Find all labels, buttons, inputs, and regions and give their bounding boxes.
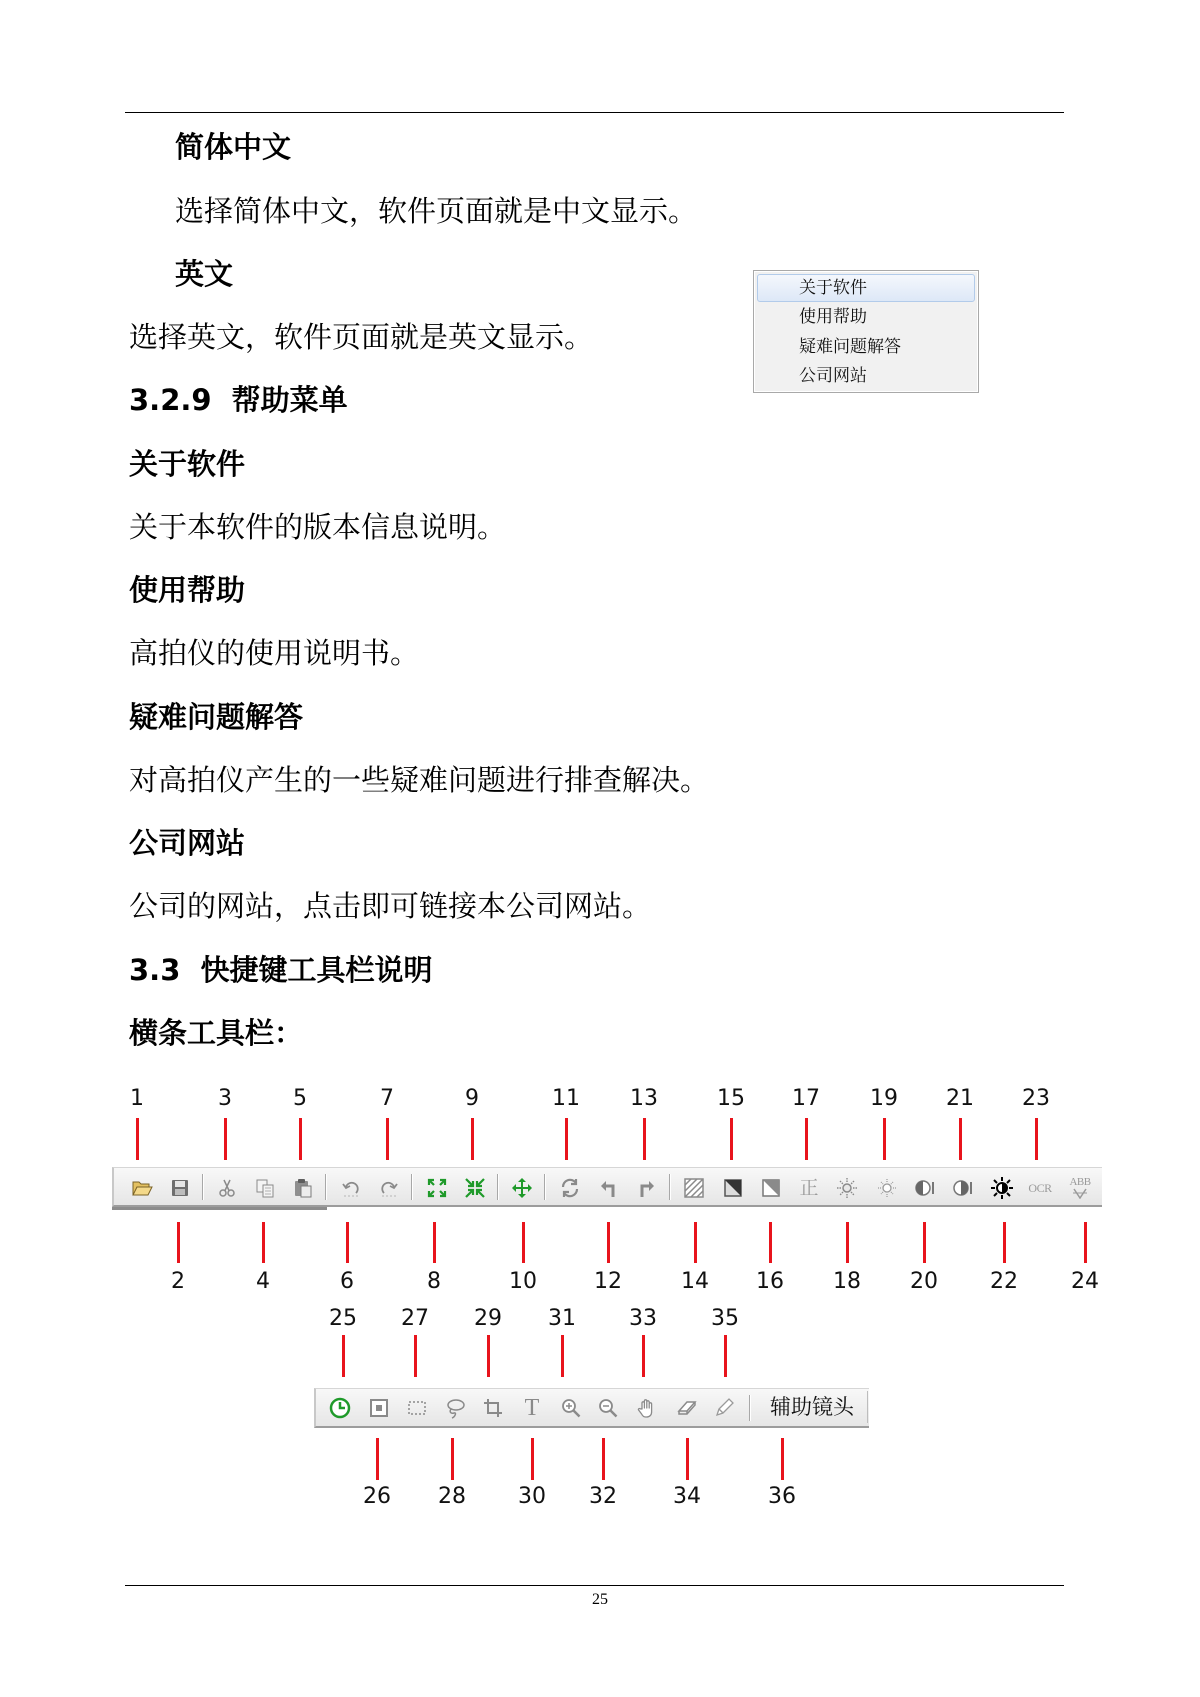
callout-number-32: 32 — [589, 1484, 617, 1509]
callout-line — [959, 1118, 962, 1160]
toolbar-group-underline — [112, 1207, 327, 1210]
callout-line — [846, 1222, 849, 1263]
deskew-icon-glyph: 正 — [799, 1177, 819, 1199]
callout-line — [805, 1118, 808, 1160]
callout-number-12: 12 — [594, 1269, 622, 1294]
tools-toolbar — [314, 1388, 869, 1428]
rotate-icon — [559, 1177, 581, 1199]
faq-description: 对高拍仪产生的一些疑难问题进行排查解决。 — [129, 763, 710, 797]
callout-line — [883, 1118, 886, 1160]
callout-number-16: 16 — [756, 1269, 784, 1294]
callout-line — [414, 1335, 417, 1377]
toolbar-separator — [749, 1395, 751, 1421]
heading-faq: 疑难问题解答 — [129, 700, 304, 734]
toolbar-separator — [325, 1174, 327, 1200]
save-icon — [169, 1177, 191, 1199]
callout-line — [487, 1335, 490, 1377]
light-triangle-icon — [760, 1177, 782, 1199]
callout-line — [386, 1118, 389, 1160]
heading-simplified-chinese: 简体中文 — [175, 130, 292, 164]
callout-line — [781, 1438, 784, 1480]
callout-line — [177, 1222, 180, 1263]
move-icon — [511, 1177, 533, 1199]
copy-icon — [254, 1177, 276, 1199]
ocr-icon-glyph: OCR — [1028, 1181, 1052, 1195]
heading-about-software: 关于软件 — [129, 447, 246, 481]
callout-number-24: 24 — [1071, 1269, 1099, 1294]
about-software-description: 关于本软件的版本信息说明。 — [129, 510, 507, 544]
timer-icon — [329, 1397, 351, 1419]
zoom-in-icon — [560, 1397, 582, 1419]
menu-item-company-website: 公司网站 — [799, 366, 867, 386]
simplified-chinese-description: 选择简体中文，软件页面就是中文显示。 — [175, 194, 698, 228]
brightness-icon — [991, 1177, 1013, 1199]
callout-number-20: 20 — [910, 1269, 938, 1294]
dark-triangle-icon — [722, 1177, 744, 1199]
callout-number-33: 33 — [629, 1306, 657, 1331]
menu-item-usage-help: 使用帮助 — [799, 307, 867, 327]
callout-line — [561, 1335, 564, 1377]
callout-line — [433, 1222, 436, 1263]
callout-number-11: 11 — [552, 1086, 580, 1111]
callout-number-30: 30 — [518, 1484, 546, 1509]
callout-number-23: 23 — [1022, 1086, 1050, 1111]
callout-number-25: 25 — [329, 1306, 357, 1331]
callout-line — [565, 1118, 568, 1160]
callout-line — [769, 1222, 772, 1263]
page-number: 25 — [592, 1591, 608, 1608]
section-help-menu: 3.2.9 帮助菜单 — [129, 383, 348, 417]
callout-line — [730, 1118, 733, 1160]
brightness-down-icon — [876, 1177, 898, 1199]
callout-number-5: 5 — [293, 1086, 307, 1111]
callout-number-18: 18 — [833, 1269, 861, 1294]
menu-item-faq: 疑难问题解答 — [799, 337, 901, 357]
callout-line — [262, 1222, 265, 1263]
callout-number-34: 34 — [673, 1484, 701, 1509]
rect-select-icon — [406, 1397, 428, 1419]
zoom-out-icon — [597, 1397, 619, 1419]
eraser-icon — [676, 1397, 698, 1419]
text-icon — [521, 1397, 543, 1419]
rotate-left-icon — [598, 1177, 620, 1199]
english-description: 选择英文，软件页面就是英文显示。 — [129, 320, 594, 354]
callout-line — [1035, 1118, 1038, 1160]
callout-line — [1003, 1222, 1006, 1263]
callout-number-1: 1 — [130, 1086, 144, 1111]
abb-icon — [1069, 1177, 1091, 1199]
toolbar-separator — [497, 1174, 499, 1200]
callout-line — [642, 1335, 645, 1377]
callout-line — [342, 1335, 345, 1377]
callout-number-21: 21 — [946, 1086, 974, 1111]
callout-line — [522, 1222, 525, 1263]
callout-line — [136, 1118, 139, 1160]
callout-number-14: 14 — [681, 1269, 709, 1294]
footer-rule — [125, 1585, 1064, 1586]
callout-number-6: 6 — [340, 1269, 354, 1294]
horizontal-toolbar — [112, 1167, 1102, 1207]
deskew-icon — [798, 1177, 820, 1199]
rotate-right-icon — [635, 1177, 657, 1199]
redo-icon — [378, 1177, 400, 1199]
aux-lens-button: 辅助镜头 — [757, 1391, 868, 1423]
callout-number-15: 15 — [717, 1086, 745, 1111]
menu-item-about-software: 关于软件 — [757, 274, 975, 302]
toolbar-separator — [669, 1174, 671, 1200]
callout-line — [1084, 1222, 1087, 1263]
fit-shrink-icon — [464, 1177, 486, 1199]
lasso-icon — [444, 1397, 466, 1419]
callout-number-7: 7 — [380, 1086, 394, 1111]
heading-english: 英文 — [175, 257, 234, 291]
callout-line — [451, 1438, 454, 1480]
toolbar-separator — [411, 1174, 413, 1200]
callout-line — [607, 1222, 610, 1263]
callout-line — [602, 1438, 605, 1480]
contrast-up-icon — [914, 1177, 936, 1199]
callout-number-35: 35 — [711, 1306, 739, 1331]
header-rule — [125, 112, 1064, 113]
hatch-icon — [683, 1177, 705, 1199]
undo-icon — [340, 1177, 362, 1199]
callout-number-17: 17 — [792, 1086, 820, 1111]
callout-number-36: 36 — [768, 1484, 796, 1509]
callout-line — [686, 1438, 689, 1480]
open-folder-icon — [131, 1177, 153, 1199]
callout-number-27: 27 — [401, 1306, 429, 1331]
paste-icon — [292, 1177, 314, 1199]
callout-line — [346, 1222, 349, 1263]
fit-expand-icon — [426, 1177, 448, 1199]
callout-line — [643, 1118, 646, 1160]
callout-number-22: 22 — [990, 1269, 1018, 1294]
callout-line — [471, 1118, 474, 1160]
callout-number-8: 8 — [427, 1269, 441, 1294]
callout-number-10: 10 — [509, 1269, 537, 1294]
heading-company-website: 公司网站 — [129, 826, 246, 860]
callout-line — [531, 1438, 534, 1480]
callout-number-31: 31 — [548, 1306, 576, 1331]
toolbar-separator — [544, 1174, 546, 1200]
company-website-description: 公司的网站，点击即可链接本公司网站。 — [129, 889, 652, 923]
callout-number-9: 9 — [465, 1086, 479, 1111]
callout-number-2: 2 — [171, 1269, 185, 1294]
text-icon-glyph: T — [524, 1395, 540, 1421]
callout-line — [923, 1222, 926, 1263]
callout-line — [376, 1438, 379, 1480]
callout-line — [299, 1118, 302, 1160]
callout-number-29: 29 — [474, 1306, 502, 1331]
usage-help-description: 高拍仪的使用说明书。 — [129, 636, 420, 670]
callout-number-28: 28 — [438, 1484, 466, 1509]
heading-horizontal-toolbar: 横条工具栏： — [129, 1016, 304, 1050]
callout-line — [224, 1118, 227, 1160]
toolbar-separator — [202, 1174, 204, 1200]
callout-line — [724, 1335, 727, 1377]
section-shortcut-toolbar: 3.3 快捷键工具栏说明 — [129, 953, 433, 987]
select-icon — [368, 1397, 390, 1419]
callout-number-4: 4 — [256, 1269, 270, 1294]
heading-usage-help: 使用帮助 — [129, 573, 246, 607]
brightness-up-icon — [836, 1177, 858, 1199]
hand-icon — [636, 1397, 658, 1419]
callout-line — [694, 1222, 697, 1263]
callout-number-19: 19 — [870, 1086, 898, 1111]
pencil-icon — [713, 1397, 735, 1419]
callout-number-13: 13 — [630, 1086, 658, 1111]
callout-number-26: 26 — [363, 1484, 391, 1509]
callout-number-3: 3 — [218, 1086, 232, 1111]
cut-icon — [216, 1177, 238, 1199]
abb-icon-glyph: ABB — [1069, 1176, 1091, 1188]
contrast-down-icon — [952, 1177, 974, 1199]
help-menu-screenshot — [753, 270, 979, 393]
ocr-icon — [1029, 1177, 1051, 1199]
crop-icon — [482, 1397, 504, 1419]
